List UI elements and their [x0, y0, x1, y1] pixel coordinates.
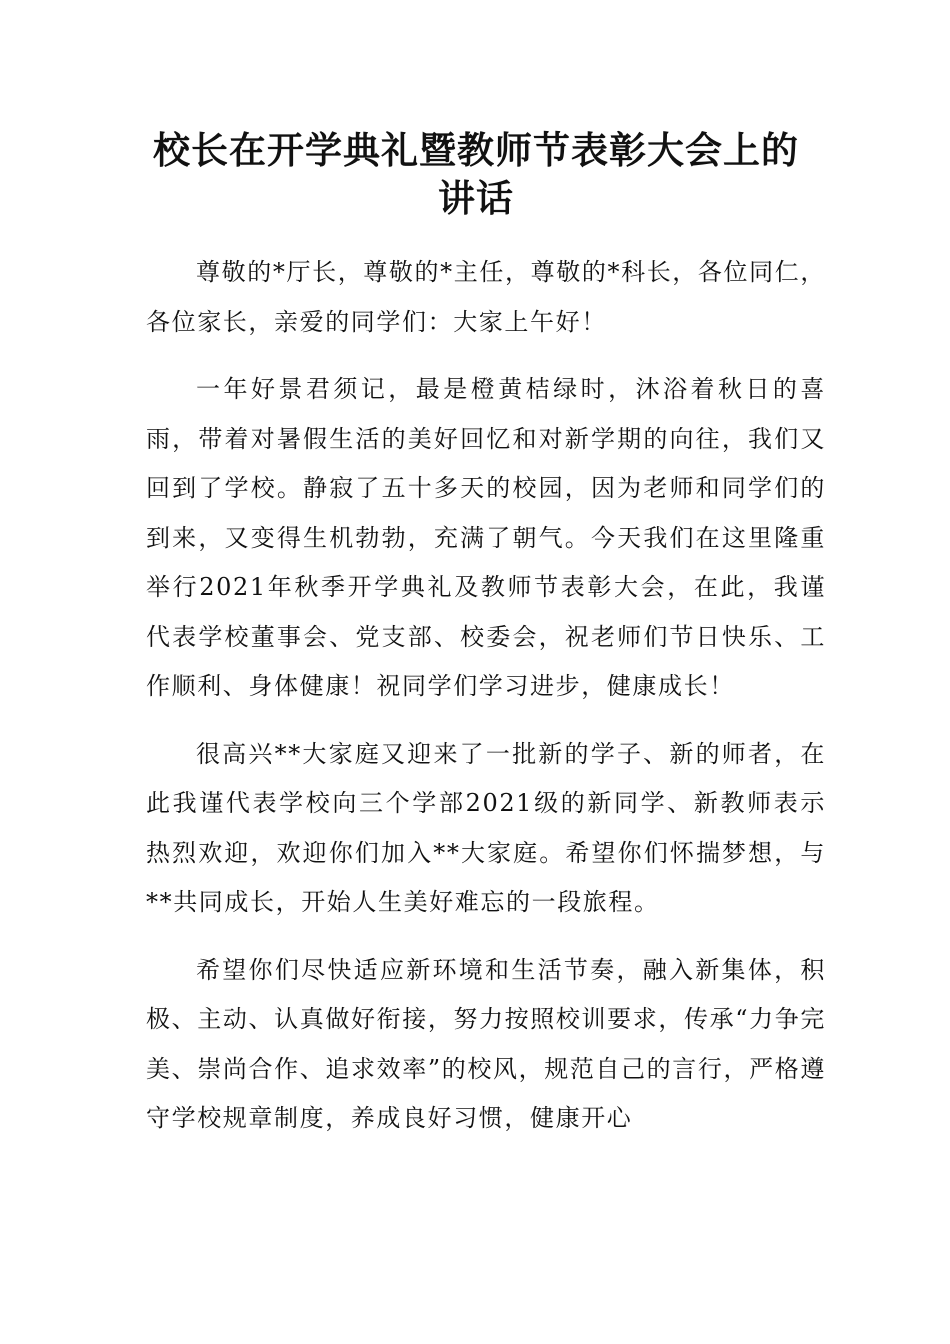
paragraph-welcome: 很高兴**大家庭又迎来了一批新的学子、新的师者，在此我谨代表学校向三个学部2021级的新同学、新教师表示热烈欢迎，欢迎你们加入**大家庭。希望你们怀揣梦想，与**共同成长，开始人生美好难忘的一段旅程。 [146, 739, 826, 916]
paragraph-expectations: 希望你们尽快适应新环境和生活节奏，融入新集体，积极、主动、认真做好衔接，努力按照校训要求，传承“力争完美、崇尚合作、追求效率”的校风，规范自己的言行，严格遵守学校规章制度，养成良好习惯，健康开心 [146, 955, 826, 1132]
paragraph-opening: 一年好景君须记，最是橙黄桔绿时，沐浴着秋日的喜雨，带着对暑假生活的美好回忆和对新学期的向往，我们又回到了学校。静寂了五十多天的校园，因为老师和同学们的到来，又变得生机勃勃，充满了朝气。今天我们在这里隆重举行2021年秋季开学典礼及教师节表彰大会，在此，我谨代表学校董事会、党支部、校委会，祝老师们节日快乐、工作顺利、身体健康！祝同学们学习进步，健康成长！ [146, 375, 826, 700]
document-body [146, 248, 826, 1162]
title-line-2: 讲话 [438, 176, 514, 220]
document-title [146, 126, 806, 222]
title-line-1: 校长在开学典礼暨教师节表彰大会上的 [153, 128, 799, 172]
paragraph-greeting: 尊敬的*厅长，尊敬的*主任，尊敬的*科长，各位同仁，各位家长，亲爱的同学们：大家上午好！ [146, 258, 826, 336]
